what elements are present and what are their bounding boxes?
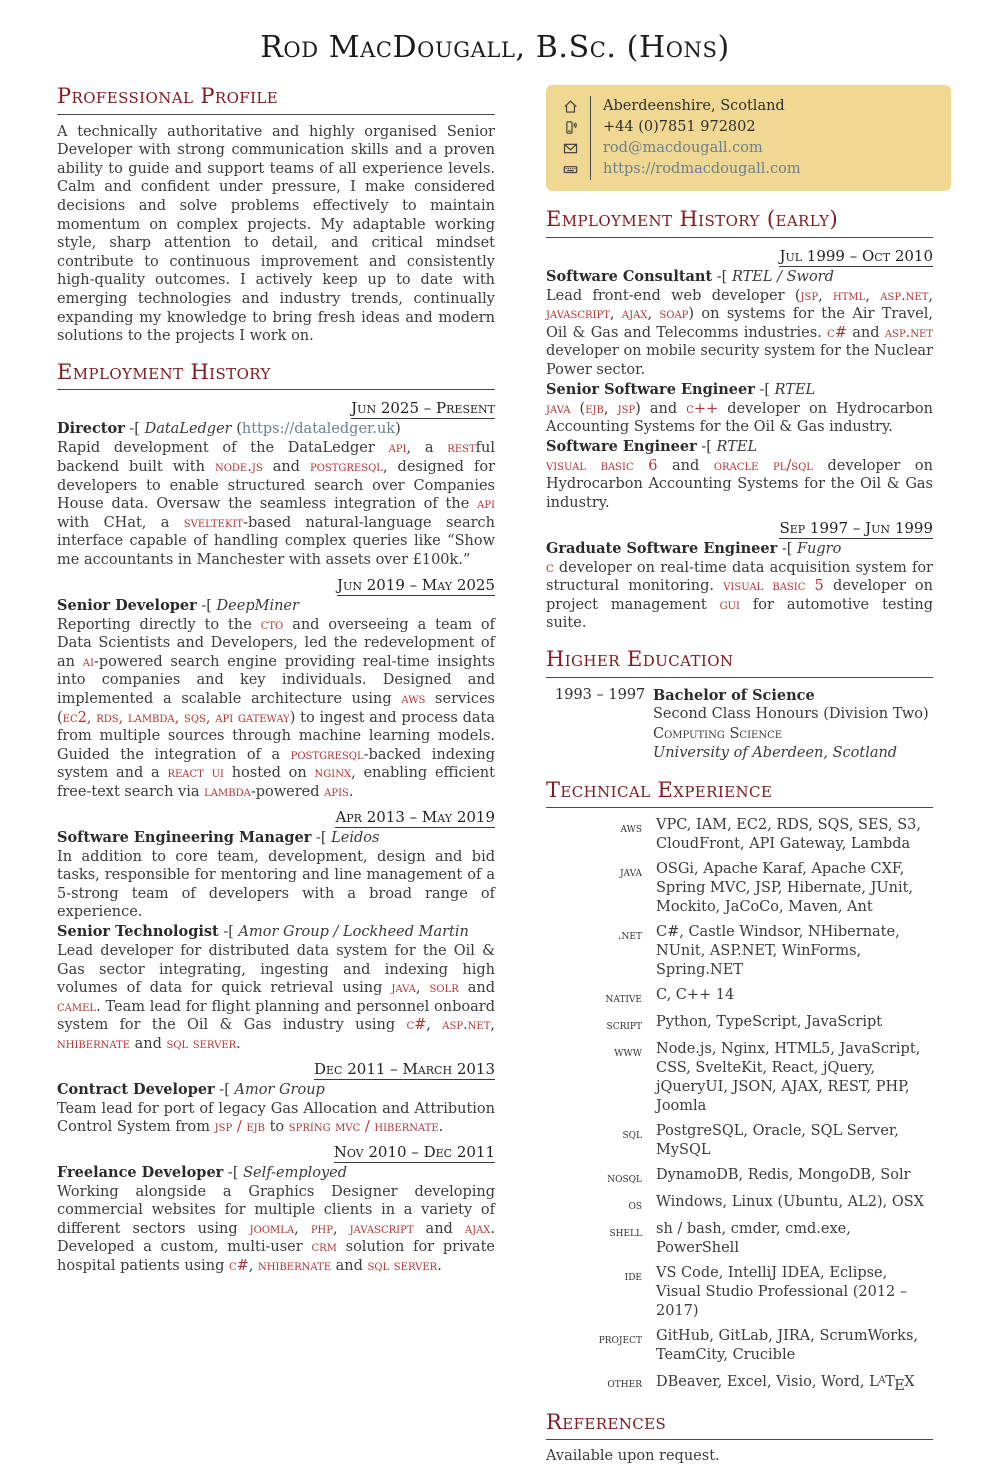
role-description: [57, 942, 495, 1054]
website-icon: [558, 159, 582, 180]
contact-phone: +44 (0)7851 972802: [603, 119, 756, 135]
education-entry: [546, 686, 933, 764]
tech-keyword: c#: [827, 324, 847, 341]
role-description: [57, 1183, 495, 1276]
role-title: Senior Technologist: [57, 922, 219, 940]
tech-keyword: c: [546, 559, 554, 576]
role-description: [546, 287, 933, 380]
home-icon: [558, 96, 582, 117]
tech-category-label: nosql: [607, 1170, 642, 1186]
education-details: [653, 686, 929, 764]
text-run: Team lead for port of legacy Gas Allocation and Attribution Control System from: [57, 1100, 495, 1136]
text-run: Rapid development of the DataLedger: [57, 440, 389, 457]
section-higher-education: [546, 648, 933, 764]
tech-category-value: C, C++ 14: [656, 987, 735, 1004]
tech-keyword: nhibernate: [57, 1035, 130, 1052]
role-title: Contract Developer: [57, 1080, 215, 1098]
role-line: [57, 1163, 495, 1183]
text-run: and overseeing a team of Data Scientists and Developers, led the redevelopment of an: [57, 616, 495, 670]
text-run: solution for private hospital patients using: [57, 1239, 495, 1275]
text-run: ,: [603, 400, 618, 417]
tech-keyword: ajax: [621, 306, 648, 323]
section-heading-references: References: [546, 1411, 933, 1441]
date-range-text: Nov 2010 – Dec 2011: [333, 1142, 495, 1161]
tech-category-label: script: [606, 1017, 642, 1033]
text-run: ,: [426, 1017, 443, 1034]
role-title: Graduate Software Engineer: [546, 539, 778, 557]
tech-keyword: sveltekit: [183, 514, 244, 531]
text-run: and: [846, 324, 885, 341]
tech-category-label: shell: [609, 1224, 642, 1240]
tech-keyword: soap: [659, 306, 689, 323]
role-title: Software Consultant: [546, 267, 713, 285]
tech-keyword: java: [546, 400, 571, 417]
tech-category-label: os: [628, 1197, 642, 1213]
date-range-text: Jul 1999 – Oct 2010: [779, 246, 933, 265]
role-separator: -[: [218, 923, 239, 940]
education-honours: Second Class Honours (Division Two): [653, 706, 929, 723]
tech-category-value: Python, TypeScript, JavaScript: [656, 1014, 883, 1031]
tech-keyword: asp.net: [442, 1017, 491, 1034]
tech-category-value: VS Code, IntelliJ IDEA, Eclipse, Visual Studio Professional (2012 – 2017): [656, 1265, 908, 1320]
text-run: with CHat, a: [57, 514, 184, 531]
company-name: Leidos: [331, 829, 380, 846]
tech-category-label: sql: [622, 1126, 642, 1142]
paren-close: ): [395, 421, 401, 438]
section-heading-technical-experience: Technical Experience: [546, 779, 933, 809]
employment-entries: [57, 398, 495, 1275]
tech-keyword: asp.net: [880, 287, 929, 304]
role-description: [546, 559, 933, 633]
text-run: ,: [928, 287, 934, 304]
tech-keyword: rest: [447, 440, 476, 457]
left-column: [57, 85, 495, 1289]
tech-category-label: aws: [620, 820, 642, 836]
tech-keyword: ai: [82, 653, 94, 670]
email-icon: [558, 138, 582, 159]
text-run: -powered: [250, 783, 325, 800]
text-run: , a: [406, 440, 448, 457]
contact-location: Aberdeenshire, Scotland: [603, 98, 785, 114]
date-range-text: Dec 2011 – March 2013: [314, 1059, 495, 1078]
tech-keyword: php: [310, 1220, 333, 1237]
role-line: [546, 380, 933, 400]
text-run: -powered search engine providing real-time insights into companies and key individuals. Designed and implemented a scalable architecture using: [57, 653, 495, 707]
text-run: and: [262, 459, 310, 476]
tech-category-value: OSGi, Apache Karaf, Apache CXF, Spring MVC, JSP, Hibernate, JUnit, Mockito, JaCoCo, Maven, Ant: [656, 861, 914, 916]
tech-keyword: asp.net: [884, 324, 934, 341]
tech-keyword: solr: [429, 980, 459, 997]
date-range: [57, 807, 495, 828]
tech-category-value: sh / bash, cmder, cmd.exe, PowerShell: [656, 1221, 851, 1257]
tech-category-label: www: [614, 1044, 642, 1060]
company-name: DataLedger: [144, 421, 232, 438]
tech-keyword: visual basic 6: [546, 457, 658, 474]
section-heading-professional-profile: Professional Profile: [57, 85, 495, 115]
text-run: Working alongside a Graphics Designer developing commercial websites for multiple clients in a variety of different sectors using: [57, 1183, 495, 1237]
technical-table: [546, 816, 933, 1395]
text-run: (: [570, 400, 586, 417]
text-run: ,: [647, 306, 660, 323]
tech-keyword: jsp / ejb: [214, 1119, 265, 1136]
page-title: Rod MacDougall, B.Sc. (Hons): [260, 30, 730, 65]
tech-category-value: VPC, IAM, EC2, RDS, SQS, SES, S3, CloudFront, API Gateway, Lambda: [656, 817, 921, 853]
text-run: In addition to core team, development, design and bid tasks, responsible for mentoring and line management of a 5-strong team of developers with a broad range of experience.: [57, 848, 495, 921]
mobile-icon: [558, 117, 582, 138]
role-line: [57, 596, 495, 616]
contact-email[interactable]: rod@macdougall.com: [603, 140, 763, 156]
role-separator: -[: [696, 438, 717, 455]
tech-category-value: C#, Castle Windsor, NHibernate, NUnit, ASP.NET, WinForms, Spring.NET: [656, 924, 900, 979]
profile-text: A technically authoritative and highly organised Senior Developer with strong communication skills and a proven ability to guide and support teams of all experience levels. Calm and confident under pressure, I make considered decisions and solve problems effectively to maintain momentum on complex projects. My adaptable working style, sharp attention to detail, and critical mindset contribute to continuous improvement and consistently high-quality outcomes. I actively keep up to date with emerging technologies and industry trends, continually expanding my knowledge to bring fresh ideas and modern solutions to the projects I work on.: [57, 123, 495, 345]
role-description: [546, 400, 933, 437]
role-description: [57, 616, 495, 802]
role-description: [57, 848, 495, 922]
tech-keyword: aws: [401, 691, 426, 707]
date-range: [57, 1059, 495, 1080]
tech-keyword: html: [833, 287, 866, 304]
tech-keyword: jsp: [617, 400, 636, 417]
date-range: [546, 246, 933, 267]
text-run: Lead front-end web developer (: [546, 287, 801, 304]
text-run: .: [437, 1258, 442, 1275]
text-run: ,: [490, 1017, 495, 1034]
tech-category-value: GitHub, GitLab, JIRA, ScrumWorks, TeamCity, Crucible: [656, 1328, 918, 1364]
role-separator: -[: [712, 268, 732, 285]
text-run: services (: [57, 691, 495, 726]
role-separator: -[: [311, 829, 332, 846]
latex-logo: $L^ATEX$: [869, 1374, 915, 1394]
contact-icon-column: [558, 96, 582, 180]
date-range-text: Apr 2013 – May 2019: [335, 807, 495, 826]
contact-text-column: [590, 96, 801, 180]
education-university: University of Aberdeen, Scotland: [653, 745, 898, 762]
two-column-layout: [57, 85, 933, 1477]
role-line: [546, 539, 933, 559]
text-run: ,: [609, 306, 622, 323]
text-run: developer on mobile security system for the Nuclear Power sector.: [546, 343, 933, 379]
text-run: and: [130, 1035, 167, 1052]
tech-keyword: postgresql: [309, 459, 383, 476]
tech-keyword: lambda: [204, 783, 251, 800]
company-name: RTEL: [774, 381, 816, 398]
tech-keyword: cto: [260, 616, 284, 633]
role-separator: -[: [214, 1081, 235, 1098]
tech-keyword: ec2, rds, lambda, sqs, api gateway: [62, 709, 290, 726]
tech-category-label: project: [598, 1331, 642, 1347]
section-employment-history-early: [546, 208, 933, 633]
tech-category-label: .net: [617, 927, 642, 943]
tech-keyword: crm: [311, 1239, 337, 1256]
tech-keyword: c#: [228, 1258, 249, 1275]
role-separator: -[: [223, 1164, 244, 1181]
tech-category-label: ide: [624, 1268, 642, 1284]
role-line: [57, 922, 495, 942]
role-line: [546, 437, 933, 457]
tech-keyword: spring mvc / hibernate: [288, 1119, 439, 1136]
education-field: Computing Science: [653, 725, 783, 742]
text-run: -based natural-language search interface capable of handling complex queries like “Show me accountants in Manchester with assets over £100k.”: [57, 514, 495, 569]
role-title: Freelance Developer: [57, 1163, 224, 1181]
tech-keyword: node.js: [214, 459, 263, 476]
section-heading-employment-history: Employment History: [57, 361, 495, 391]
tech-keyword: joomla: [249, 1220, 295, 1237]
role-separator: -[: [777, 540, 797, 557]
tech-keyword: api: [388, 440, 407, 457]
tech-keyword: jsp: [800, 287, 819, 304]
date-range: [546, 518, 933, 539]
date-range-text: Jun 2025 – Present: [351, 399, 495, 418]
tech-keyword: camel: [57, 998, 97, 1015]
text-run: developer on project management: [546, 578, 933, 613]
company-name: Amor Group / Lockheed Martin: [238, 923, 469, 940]
tech-keyword: postgresql: [290, 746, 364, 763]
tech-keyword: ejb: [585, 400, 604, 417]
text-run: ,: [294, 1220, 311, 1237]
text-run: , designed for developers to enable structured search over Companies House data. Oversaw the seamless integration of the: [57, 459, 495, 513]
contact-website[interactable]: https://rodmacdougall.com: [603, 161, 801, 177]
section-heading-employment-history-early: Employment History (early): [546, 208, 933, 238]
date-range: [57, 575, 495, 596]
text-run: ,: [415, 980, 430, 997]
tech-category-label: native: [605, 990, 642, 1006]
text-run: ,: [333, 1220, 350, 1237]
tech-category-label: other: [607, 1375, 642, 1391]
company-name: RTEL / Sword: [731, 268, 834, 285]
date-range-text: Sep 1997 – Jun 1999: [779, 518, 933, 537]
tech-category-value: Node.js, Nginx, HTML5, JavaScript, CSS, SvelteKit, React, jQuery, jQueryUI, JSON, AJAX, REST, PHP, Joomla: [656, 1041, 921, 1115]
tech-keyword: nginx: [314, 765, 352, 782]
text-run: -backed indexing system and a: [57, 746, 495, 782]
text-run: .: [438, 1119, 444, 1136]
tech-category-value: DynamoDB, Redis, MongoDB, Solr: [656, 1167, 911, 1184]
text-run: and: [657, 457, 714, 474]
section-professional-profile: [57, 85, 495, 346]
right-column: [546, 85, 933, 1477]
text-run: . Team lead for flight planning and personnel onboard system for the Oil & Gas industry using: [57, 998, 495, 1034]
text-run: and: [458, 980, 496, 997]
tech-category-label: java: [619, 864, 642, 880]
role-separator: -[: [754, 381, 775, 398]
tech-category-value: PostgreSQL, Oracle, SQL Server, MySQL: [656, 1123, 899, 1159]
text-run: developer on real-time data acquisition system for structural monitoring.: [546, 559, 933, 595]
role-title: Director: [57, 420, 125, 438]
education-degree: Bachelor of Science: [653, 686, 815, 704]
company-name: Fugro: [797, 540, 842, 557]
tech-keyword: ajax: [464, 1220, 491, 1237]
tech-keyword: sql server: [367, 1258, 438, 1275]
role-description: [57, 439, 495, 569]
role-line: [57, 419, 495, 439]
tech-keyword: api: [477, 496, 495, 513]
text-run: ful backend built with: [57, 440, 495, 476]
tech-keyword: sql server: [166, 1035, 237, 1052]
text-run: and: [331, 1258, 368, 1275]
role-title: Senior Software Engineer: [546, 380, 755, 398]
tech-keyword: nhibernate: [258, 1258, 332, 1275]
text-run: ,: [818, 287, 834, 304]
references-text: Available upon request.: [546, 1448, 720, 1465]
text-run: developer on Hydrocarbon Accounting Systems for the Oil & Gas industry.: [546, 400, 933, 436]
role-line: [546, 267, 933, 287]
company-name: Amor Group: [234, 1081, 325, 1098]
text-run: Lead developer for distributed data system for the Oil & Gas sector integrating, ingesting and indexing high volumes of data for quick retrieval using: [57, 942, 495, 997]
tech-keyword: react ui: [167, 765, 224, 782]
employment-early-entries: [546, 246, 933, 633]
text-run: ) to ingest and process data from multiple sources through machine learning models. Guided the integration of a: [57, 709, 495, 763]
text-run: for automotive testing suite.: [546, 596, 933, 632]
role-description: [546, 457, 933, 513]
text-run: to: [264, 1119, 289, 1136]
text-run: .: [236, 1035, 241, 1052]
date-range-text: Jun 2019 – May 2025: [337, 575, 495, 594]
education-years: 1993 – 1997: [555, 686, 646, 703]
date-range: [57, 398, 495, 419]
tech-keyword: java: [391, 980, 416, 997]
section-heading-higher-education: Higher Education: [546, 648, 933, 678]
tech-keyword: gui: [719, 596, 740, 613]
company-url[interactable]: https://dataledger.uk: [241, 421, 396, 438]
tech-keyword: javascript: [546, 306, 610, 323]
text-run: , enabling efficient free-text search via: [57, 765, 495, 800]
section-employment-history: [57, 361, 495, 1276]
tech-keyword: visual basic 5: [723, 578, 824, 595]
tech-keyword: oracle pl/sql: [713, 457, 813, 474]
tech-keyword: c++: [686, 400, 719, 417]
paren-open: (: [231, 421, 242, 438]
text-run: ) on systems for the Air Travel, Oil & Gas and Telecomms industries.: [546, 306, 934, 341]
company-name: RTEL: [716, 438, 758, 455]
section-references: [546, 1411, 933, 1465]
role-title: Senior Developer: [57, 596, 197, 614]
tech-category-value: Windows, Linux (Ubuntu, AL2), OSX: [656, 1194, 925, 1211]
role-separator: -[: [124, 421, 145, 438]
tech-category-value: DBeaver, Excel, Visio, Word, $L^ATEX$: [656, 1374, 915, 1394]
tech-keyword: javascript: [349, 1220, 414, 1237]
role-title: Software Engineering Manager: [57, 828, 312, 846]
role-line: [57, 828, 495, 848]
date-range: [57, 1142, 495, 1163]
company-name: Self-employed: [243, 1164, 348, 1181]
text-run: ,: [865, 287, 881, 304]
text-run: ,: [248, 1258, 259, 1275]
tech-keyword: c#: [406, 1017, 427, 1034]
tech-keyword: apis: [324, 783, 349, 800]
text-run: ) and: [635, 400, 687, 417]
role-description: [57, 1100, 495, 1137]
role-line: [57, 1080, 495, 1100]
text-run: developer on Hydrocarbon Accounting Systems for the Oil & Gas industry.: [546, 457, 933, 512]
text-run: Reporting directly to the: [57, 616, 261, 633]
role-separator: -[: [196, 597, 217, 614]
text-run: hosted on: [223, 765, 315, 782]
section-technical-experience: [546, 779, 933, 1396]
role-title: Software Engineer: [546, 437, 697, 455]
contact-box: [546, 85, 951, 191]
text-run: . Developed a custom, multi-user: [57, 1220, 496, 1256]
text-run: and: [413, 1220, 465, 1237]
text-run: .: [348, 783, 354, 800]
company-name: DeepMiner: [216, 597, 299, 614]
